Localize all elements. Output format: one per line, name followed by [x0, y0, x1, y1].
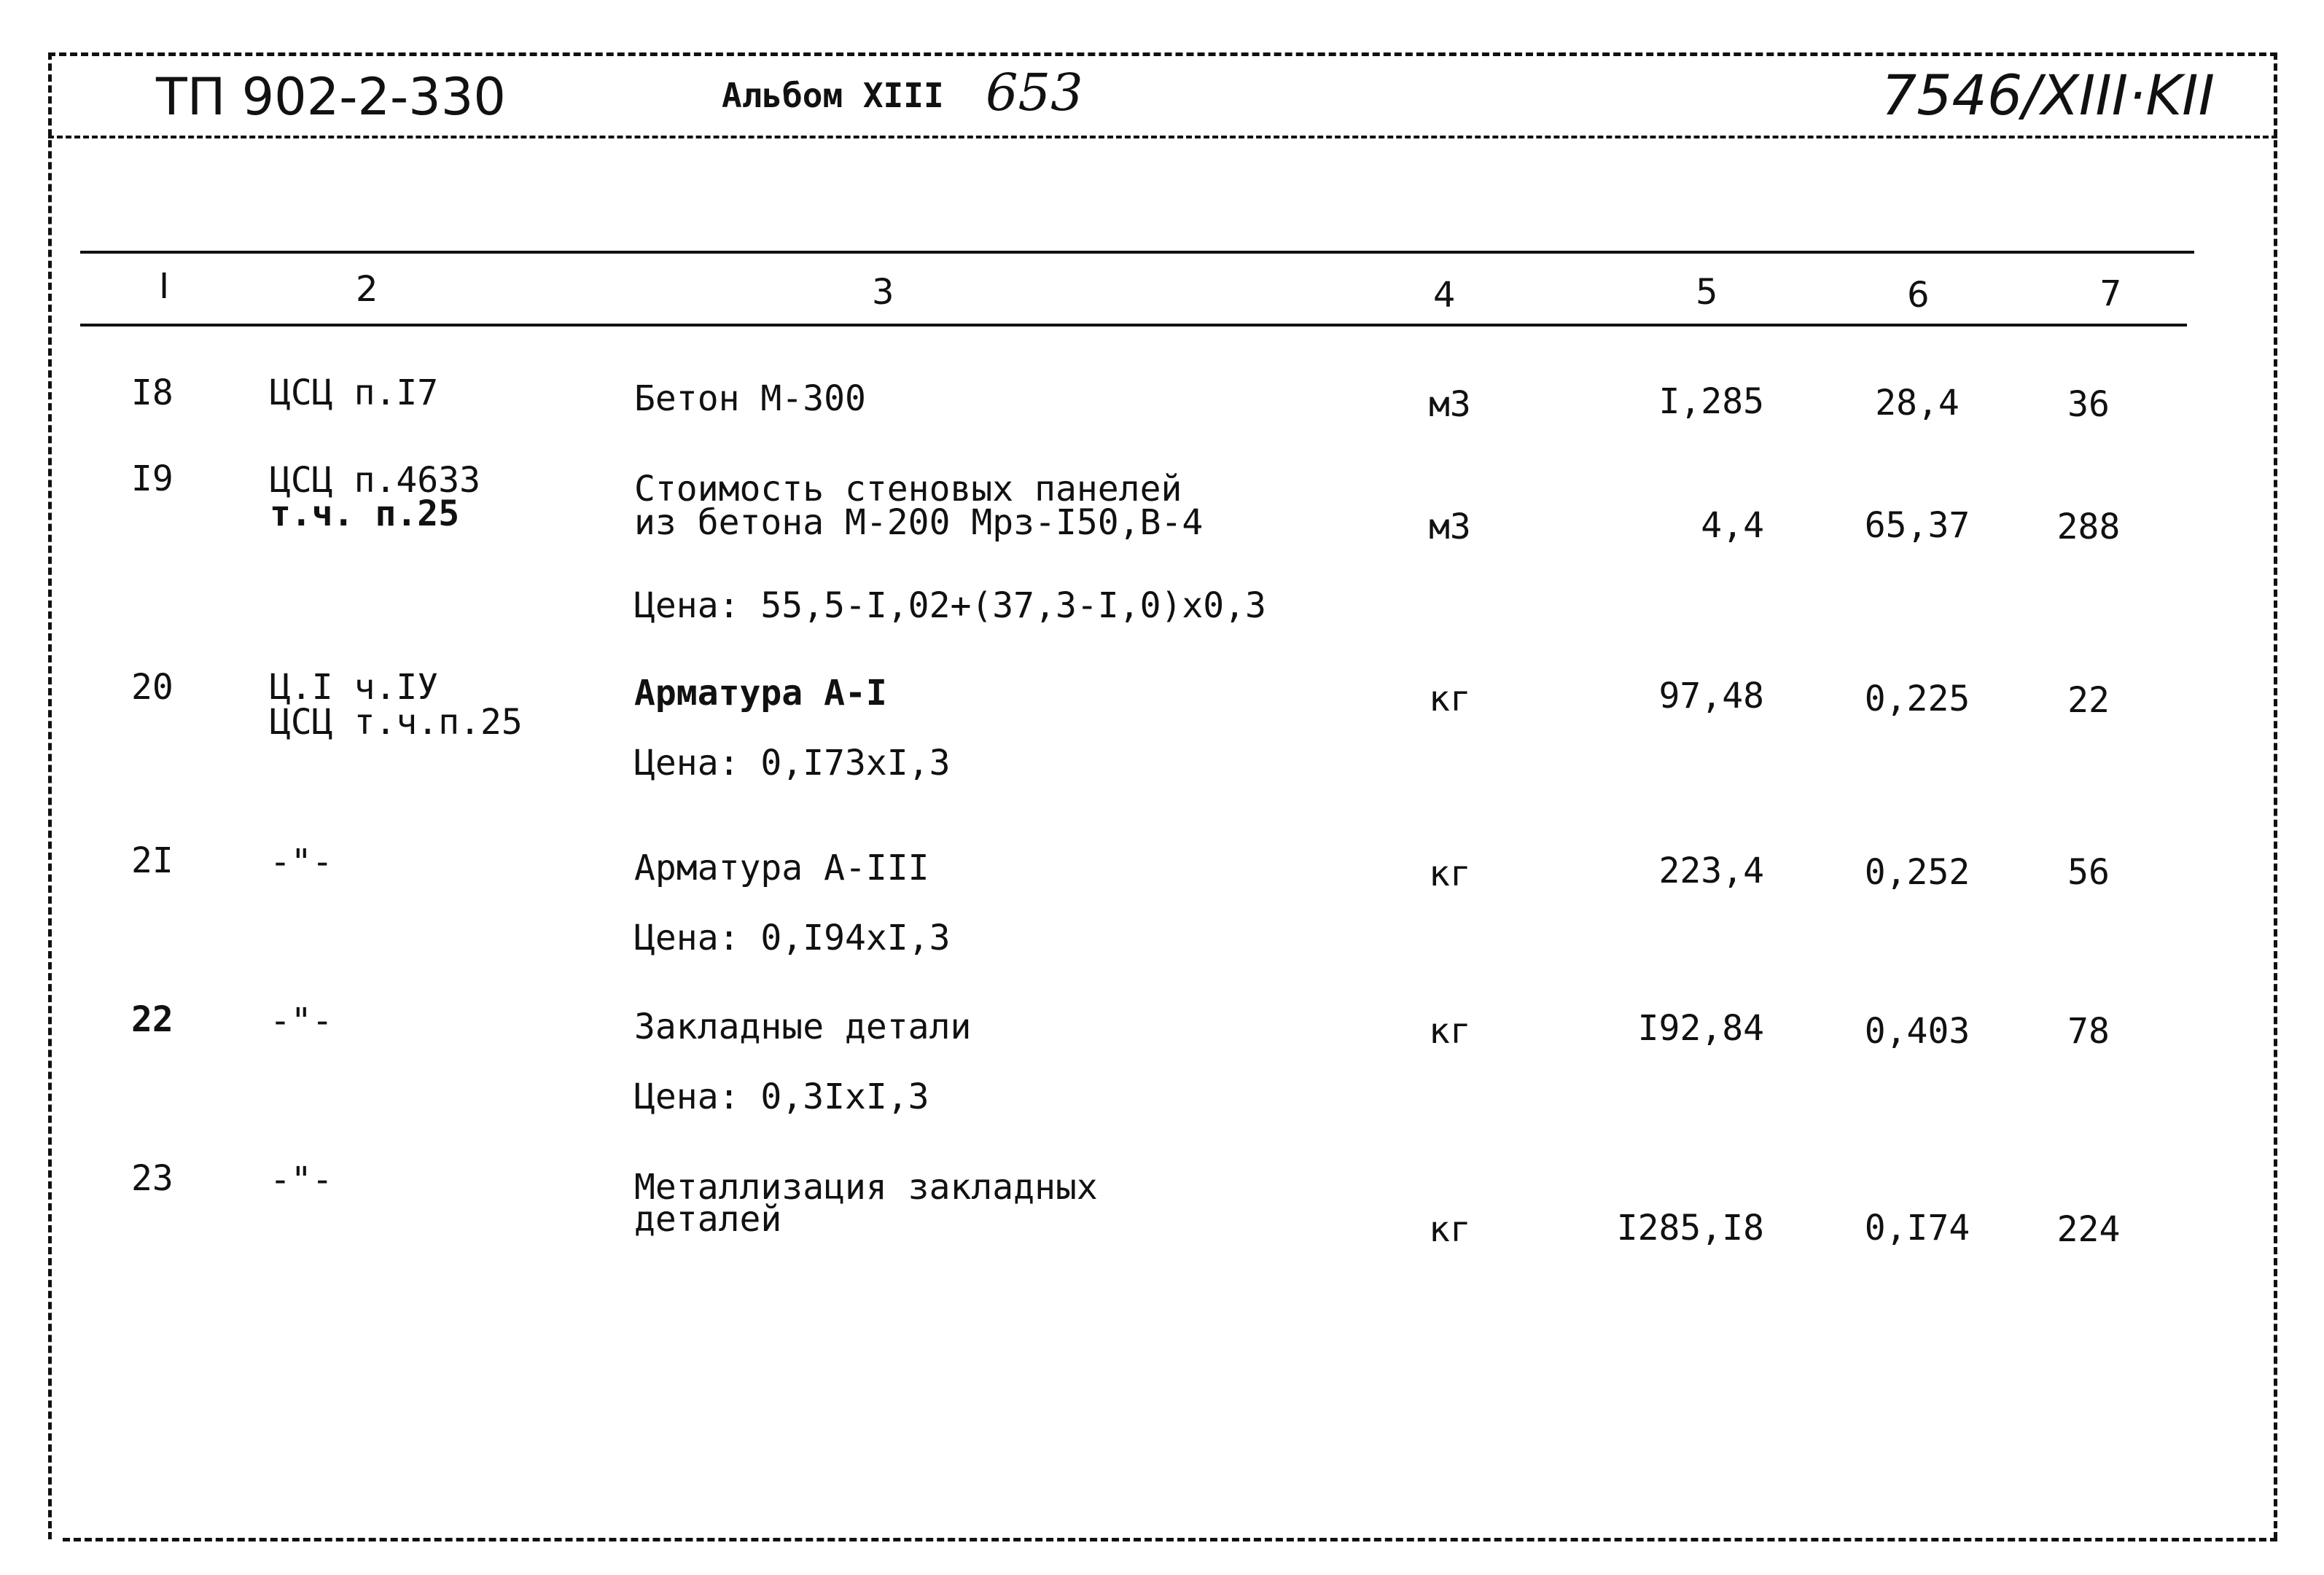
row-reference: Ц.I ч.IУ: [270, 667, 439, 708]
row-total: 22: [2067, 680, 2110, 721]
row-price-formula: Цена: 0,I94xI,3: [634, 918, 951, 958]
row-description: Стоимость стеновых панелей: [634, 469, 1182, 509]
frame-bottom-border: [63, 1538, 2277, 1541]
column-header-7: 7: [2099, 273, 2122, 314]
row-description: Арматура А-III: [634, 848, 929, 888]
frame-left-border: [48, 52, 52, 1539]
row-unit: кг: [1429, 853, 1471, 894]
row-reference: ЦСЦ т.ч.п.25: [270, 702, 523, 743]
row-unit: кг: [1429, 1209, 1471, 1250]
row-price-formula: Цена: 0,I73xI,3: [634, 743, 951, 783]
row-unit-cost: 65,37: [1864, 505, 1970, 546]
row-description: Металлизация закладных: [634, 1167, 1098, 1208]
row-reference: -"-: [270, 1160, 333, 1200]
row-unit: м3: [1429, 384, 1471, 425]
row-unit: кг: [1429, 1011, 1471, 1052]
row-unit-cost: 0,225: [1864, 679, 1970, 719]
row-price-formula: Цена: 55,5-I,02+(37,3-I,0)x0,3: [634, 585, 1266, 626]
row-quantity: I,285: [1658, 381, 1764, 422]
row-unit-cost: 0,403: [1864, 1011, 1970, 1052]
row-number: I8: [131, 372, 173, 413]
frame-header-divider: [48, 136, 2277, 138]
sheet-number: 653: [986, 63, 1083, 122]
row-description: деталей: [634, 1199, 782, 1240]
row-price-formula: Цена: 0,3IxI,3: [634, 1076, 929, 1117]
row-total: 288: [2056, 507, 2121, 547]
frame-top-border: [48, 52, 2277, 56]
row-number: I9: [131, 458, 173, 499]
row-quantity: 4,4: [1701, 505, 1764, 546]
row-unit-cost: 0,I74: [1864, 1208, 1970, 1248]
row-unit: м3: [1429, 507, 1471, 547]
column-header-4: 4: [1433, 275, 1456, 316]
row-quantity: 223,4: [1658, 851, 1764, 891]
row-reference: т.ч. п.25: [270, 493, 460, 534]
row-total: 56: [2067, 852, 2110, 893]
row-reference: ЦСЦ п.I7: [270, 372, 439, 413]
row-total: 224: [2056, 1209, 2121, 1250]
row-unit-cost: 28,4: [1875, 383, 1960, 423]
project-series: ТП 902-2-330: [156, 67, 506, 127]
document-code: 7546/XIII·KII: [1881, 63, 2215, 128]
row-reference: -"-: [270, 1001, 333, 1041]
table-header-rule: [80, 324, 2187, 327]
table-top-rule: [80, 251, 2194, 254]
column-header-1: I: [159, 266, 170, 307]
row-description: Арматура А-I: [634, 673, 887, 714]
row-description: Бетон М-300: [634, 378, 866, 419]
row-reference: ЦСЦ п.4633: [270, 460, 480, 501]
column-header-3: 3: [872, 272, 894, 313]
row-description: из бетона М-200 Мрз-I50,В-4: [634, 502, 1204, 543]
row-unit: кг: [1429, 679, 1471, 719]
row-number: 22: [131, 999, 173, 1040]
row-quantity: 97,48: [1658, 676, 1764, 716]
column-header-5: 5: [1696, 272, 1718, 313]
column-header-2: 2: [356, 269, 378, 310]
row-number: 2I: [131, 840, 173, 881]
frame-right-border: [2274, 52, 2277, 1539]
row-number: 20: [131, 667, 173, 708]
row-quantity: I92,84: [1637, 1008, 1764, 1049]
row-reference: -"-: [270, 842, 333, 883]
row-total: 78: [2067, 1011, 2110, 1052]
row-description: Закладные детали: [634, 1007, 972, 1047]
row-number: 23: [131, 1158, 173, 1199]
album-label: Альбом XIII: [722, 76, 944, 115]
column-header-6: 6: [1907, 275, 1930, 316]
row-total: 36: [2067, 384, 2110, 425]
row-quantity: I285,I8: [1616, 1208, 1764, 1248]
row-unit-cost: 0,252: [1864, 852, 1970, 893]
